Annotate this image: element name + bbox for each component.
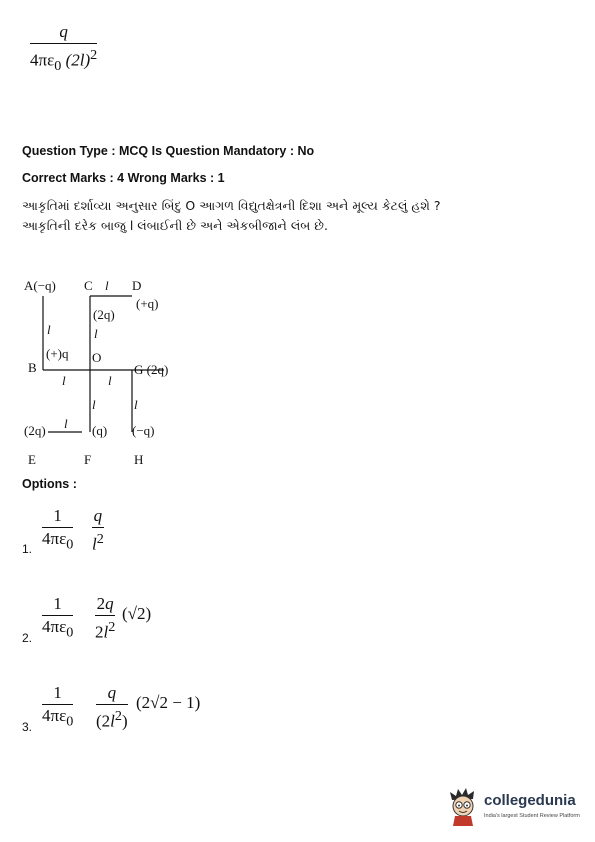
option-2-tail: (√2): [122, 604, 152, 623]
option-2-fraction-1: 1 $4\pi\varepsilon_0$: [42, 594, 74, 641]
mascot-icon: [446, 786, 480, 826]
label-charge-C: (2q): [93, 307, 115, 322]
option-1-fraction-2: q $l^2$: [92, 506, 104, 554]
options-heading: Options :: [22, 477, 77, 491]
option-2-number: 2.: [22, 631, 33, 645]
label-charge-F: (q): [92, 423, 108, 438]
label-charge-D: (+q): [136, 296, 159, 311]
logo-wordmark: collegedunia: [484, 792, 576, 809]
label-A: A(−q): [24, 278, 56, 293]
label-AB-length: l: [47, 322, 51, 337]
label-CD-length: l: [105, 278, 109, 293]
charge-figure: [20, 268, 180, 478]
top-formula: [30, 22, 97, 76]
label-charge-B: (+)q: [46, 346, 69, 361]
label-charge-H: (−q): [132, 423, 155, 438]
top-formula-numerator: q: [59, 22, 68, 41]
label-E: E: [28, 452, 36, 467]
label-B: B: [28, 360, 37, 375]
label-D: D: [132, 278, 142, 293]
option-3-fraction-2: q $(2l^2)$: [96, 683, 128, 731]
label-G: G (2q): [134, 362, 169, 377]
option-2-fraction-2: 2q $2l^2$: [95, 594, 116, 642]
label-O: O: [92, 350, 102, 365]
fraction-bar: [30, 43, 97, 44]
label-H: H: [134, 452, 144, 467]
label-C: C: [84, 278, 93, 293]
option-3-tail: (2√2 − 1): [136, 693, 201, 712]
label-charge-E: (2q): [24, 423, 46, 438]
marks-line: Correct Marks : 4 Wrong Marks : 1: [22, 171, 225, 185]
question-text: આકૃતિમાં દર્શાવ્યા અનુસાર બિંદુ O આગળ વિદ્યુતક્ષેત્રની દિશા અને મૂલ્ય કેટલું હશે ? આકૃતિની દરેક બાજુ l લંબાઈની છે અને એકબીજાને લંબ છે.: [22, 198, 441, 233]
label-F: F: [84, 452, 92, 467]
option-3-number: 3.: [22, 720, 33, 734]
option-1-fraction-1: 1 $4\pi\varepsilon_0$: [42, 506, 74, 553]
label-EF-length: l: [64, 416, 68, 431]
label-OF-length: l: [92, 397, 96, 412]
question-type-line: Question Type : MCQ Is Question Mandatory : No: [22, 144, 315, 158]
label-GH-length: l: [134, 397, 138, 412]
option-1-number: 1.: [22, 542, 33, 556]
label-CO-length: l: [94, 326, 98, 341]
collegedunia-logo: [446, 786, 586, 830]
top-formula-denominator: $4\pi\varepsilon_0$ $(2l)^2$: [30, 47, 98, 75]
option-3-fraction-1: 1 $4\pi\varepsilon_0$: [42, 683, 74, 730]
label-BO-length: l: [62, 373, 66, 388]
label-OG-length: l: [108, 373, 112, 388]
logo-tagline: India's largest Student Review Platform: [484, 813, 580, 819]
